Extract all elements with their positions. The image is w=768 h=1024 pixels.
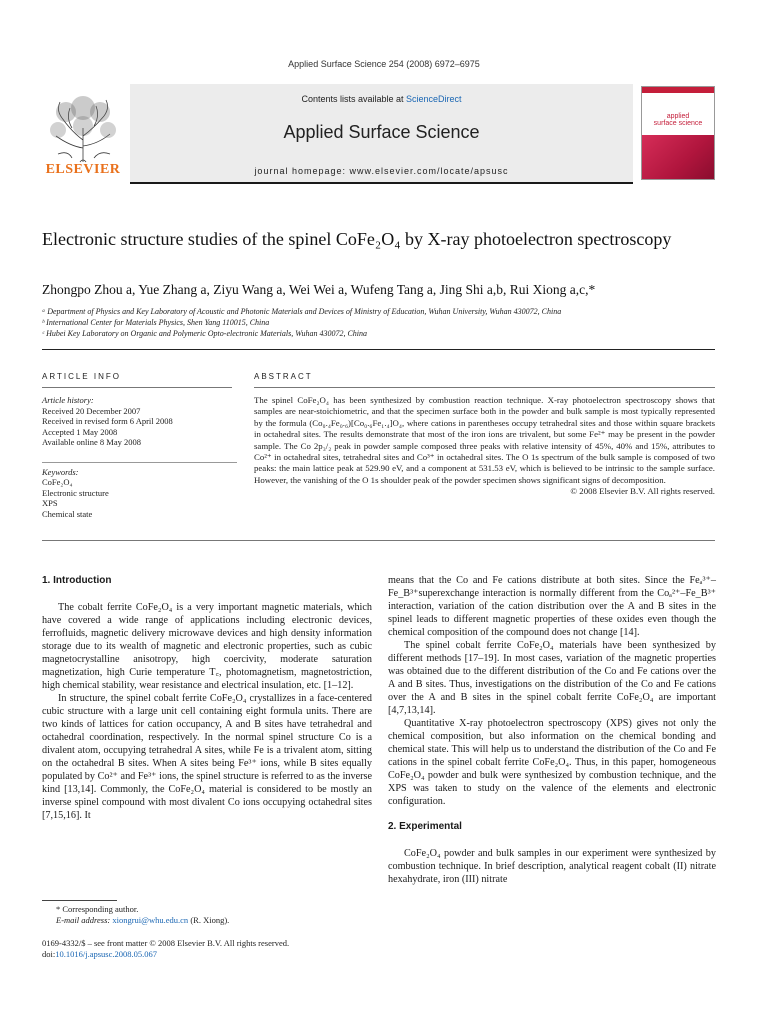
keyword-item: XPS bbox=[42, 498, 58, 508]
abstract-copyright: © 2008 Elsevier B.V. All rights reserved. bbox=[570, 486, 715, 497]
sciencedirect-link[interactable]: ScienceDirect bbox=[406, 94, 462, 104]
journal-homepage[interactable]: journal homepage: www.elsevier.com/locate/apsusc bbox=[254, 166, 509, 176]
article-info-label: ARTICLE INFO bbox=[42, 372, 121, 381]
email-link[interactable]: xiongrui@whu.edu.cn bbox=[112, 914, 189, 925]
contents-availability bbox=[130, 94, 633, 104]
cover-title-line2: surface science bbox=[653, 120, 703, 127]
keyword-item: Electronic structure bbox=[42, 487, 109, 498]
abstract-divider bbox=[254, 387, 715, 388]
body-divider bbox=[42, 540, 715, 541]
body-column-left bbox=[42, 574, 372, 822]
affiliations bbox=[42, 306, 722, 339]
masthead-banner bbox=[130, 84, 633, 184]
author-list: Zhongpo Zhou a, Yue Zhang a, Ziyu Wang a, Wei Wei a, Wufeng Tang a, Jing Shi a,b, Rui Xiong a,c,* bbox=[42, 282, 596, 297]
footnote-divider bbox=[42, 900, 117, 901]
cover-title-line1: applied bbox=[666, 113, 690, 120]
article-info-divider bbox=[42, 387, 232, 388]
history-online: Available online 8 May 2008 bbox=[42, 437, 141, 447]
corresponding-author-note: * Corresponding author. bbox=[56, 904, 139, 914]
doi-line bbox=[42, 949, 382, 960]
intro-paragraph-1: The cobalt ferrite CoFe₂O₄ is a very important magnetic materials, which have covered a wide range of applications including electronic devices, ferrofluids, magnetic delivery microwave devices and high density information storage due to its wealth of magnetic and electronic properties, such as cubic magnetocrystalline anisotropy, high coercivity, moderate saturation magnetization, high Curie temperature T꜀, photomagnetism, magnetostriction, high chemical stability, wear resistance and electrical insulation, etc. [1–12]. bbox=[42, 602, 372, 691]
footnotes bbox=[42, 904, 372, 925]
paper-title: Electronic structure studies of the spinel CoFe₂O₄ by X-ray photoelectron spectroscopy bbox=[42, 229, 672, 249]
body-column-right bbox=[388, 574, 716, 886]
article-history-label: Article history: bbox=[42, 395, 94, 405]
affiliation-b: ᵇ International Center for Materials Physics, Shen Yang 110015, China bbox=[42, 318, 270, 327]
doi-link[interactable]: 10.1016/j.apsusc.2008.05.067 bbox=[55, 949, 157, 959]
elsevier-wordmark: ELSEVIER bbox=[45, 162, 121, 177]
history-accepted: Accepted 1 May 2008 bbox=[42, 426, 118, 437]
affiliation-c: ᶜ Hubei Key Laboratory on Organic and Polymeric Opto-electronic Materials, Wuhan 430072, China bbox=[42, 329, 368, 338]
intro-paragraph-2: In structure, the spinel cobalt ferrite CoFe₂O₄ crystallizes in a face-centered cubic structure with a large unit cell containing eight formula units. There are two kinds of lattices for cation occupancy, A and B sites have tetrahedral and octahedral coordination, respectively. In the normal spinel structure Co is a divalent atom, occupying tetrahedral A sites, while Fe is a trivalent atom, sitting on the octahedral B sites. When A sites being Fe³⁺ ions, while B sites equally populated by Co²⁺ and Fe³⁺ ions, the spinel structure is referred to as the inverse kind [13,14]. Commonly, the CoFe₂O₄ material is considered to be mostly an inverse spinel compound with most divalent Co ions occupying octahedral sites [7,15,16]. It bbox=[42, 693, 372, 821]
abstract-text: The spinel CoFe₂O₄ has been synthesized by combustion reaction technique. X-ray photoelectron spectroscopy shows that samples are near-stoichiometric, and that the specimen surface both in the powder and bulk sample is most typically represented by the formula (Co₀.₄Fe₀.₆)[Co₀.₆Fe₁.₄]O₄, where cations in parentheses occupy tetrahedral sites and those within square brackets in octahedral sites. The results demonstrate that most of the iron ions are trivalent, but some Fe²⁺ may be present in the powder sample. The Co 2p₃/₂ peak in powder sample composed three peaks with relative intensity of 45%, 40% and 15%, attributes to Co²⁺ in octahedral sites, tetrahedral sites and Co³⁺ in octahedral sites. The O 1s spectrum of the bulk sample is composed of two peaks: the main lattice peak at 529.90 eV, and a component at 531.53 eV, which is believed to be intrinsic to the sample surface. However, the vanishing of the O 1s shoulder peak of the powder specimen shows significant signs of decomposition. bbox=[254, 395, 715, 485]
intro-paragraph-4: The spinel cobalt ferrite CoFe₂O₄ materials have been synthesized by different methods [17–19]. In most cases, variation of the magnetic properties was obtained due to the different distribution of the Co and Fe cations over the A and B sites. Thus, investigations on the distribution of the Co and Fe cations over the A and B sites in the spinel cobalt ferrite CoFe₂O₄ are important [4,7,13,14]. bbox=[388, 640, 716, 716]
article-info bbox=[42, 395, 237, 519]
history-received: Received 20 December 2007 bbox=[42, 405, 141, 416]
journal-title: Applied Surface Science bbox=[283, 122, 480, 142]
journal-masthead bbox=[42, 84, 715, 184]
doi-label: doi: bbox=[42, 949, 56, 959]
cover-top-bar bbox=[642, 87, 714, 93]
email-label: E-mail address: bbox=[56, 914, 113, 925]
email-suffix: (R. Xiong). bbox=[188, 914, 230, 925]
keywords-label: Keywords: bbox=[42, 466, 79, 477]
history-revised: Received in revised form 6 April 2008 bbox=[42, 416, 173, 426]
issn-line: 0169-4332/$ – see front matter © 2008 Elsevier B.V. All rights reserved. bbox=[42, 938, 290, 948]
abstract bbox=[254, 395, 715, 498]
section-heading-experimental: 2. Experimental bbox=[388, 821, 462, 832]
cover-artwork bbox=[642, 135, 714, 179]
keyword-item: Chemical state bbox=[42, 508, 93, 519]
email-note bbox=[42, 915, 372, 926]
contents-prefix: Contents lists available at bbox=[301, 94, 407, 104]
issn-doi-block bbox=[42, 938, 382, 960]
header-divider bbox=[42, 349, 715, 350]
intro-paragraph-3-continued: means that the Co and Fe cations distribute at both sites. Since the Feₐ³⁺–Fe_B³⁺superexchange interaction is normally different from the Coₐ²⁺–Fe_B³⁺ interaction, variation of the cation distribution over the A and B sites in the spinel leads to different magnetic properties of these oxides even though the chemical composition of the compound does not change [14]. bbox=[388, 575, 716, 638]
journal-reference: Applied Surface Science 254 (2008) 6972–6975 bbox=[288, 59, 480, 69]
experimental-paragraph-1: CoFe₂O₄ powder and bulk samples in our experiment were synthesized by combustion technique. In brief description, analytical reagent cobalt (II) nitrate hexahydrate, iron (III) nitrate bbox=[388, 848, 716, 885]
affiliation-a: ᵃ Department of Physics and Key Laboratory of Acoustic and Photonic Materials and Devices of Ministry of Education, Wuhan University, Wuhan 430072, China bbox=[42, 307, 562, 316]
keyword-item: CoFe₂O₄ bbox=[42, 477, 73, 487]
abstract-label: ABSTRACT bbox=[254, 372, 313, 381]
cover-title bbox=[646, 113, 710, 127]
section-heading-introduction: 1. Introduction bbox=[42, 575, 112, 586]
intro-paragraph-5: Quantitative X-ray photoelectron spectroscopy (XPS) gives not only the chemical composition, but also information on the chemical bonding and chemical state. This will help us to understand the distribution of the Co and Fe cations in the spinel cobalt ferrite CoFe₂O₄. Thus, in this paper, homogeneous CoFe₂O₄ powder and bulk were synthesized by combustion technique, and the XPS was taken to study on the valence of the elements and electronic configuration. bbox=[388, 718, 716, 807]
keywords-block bbox=[42, 462, 237, 520]
journal-cover-thumbnail bbox=[641, 86, 715, 180]
section-gap bbox=[388, 808, 716, 820]
